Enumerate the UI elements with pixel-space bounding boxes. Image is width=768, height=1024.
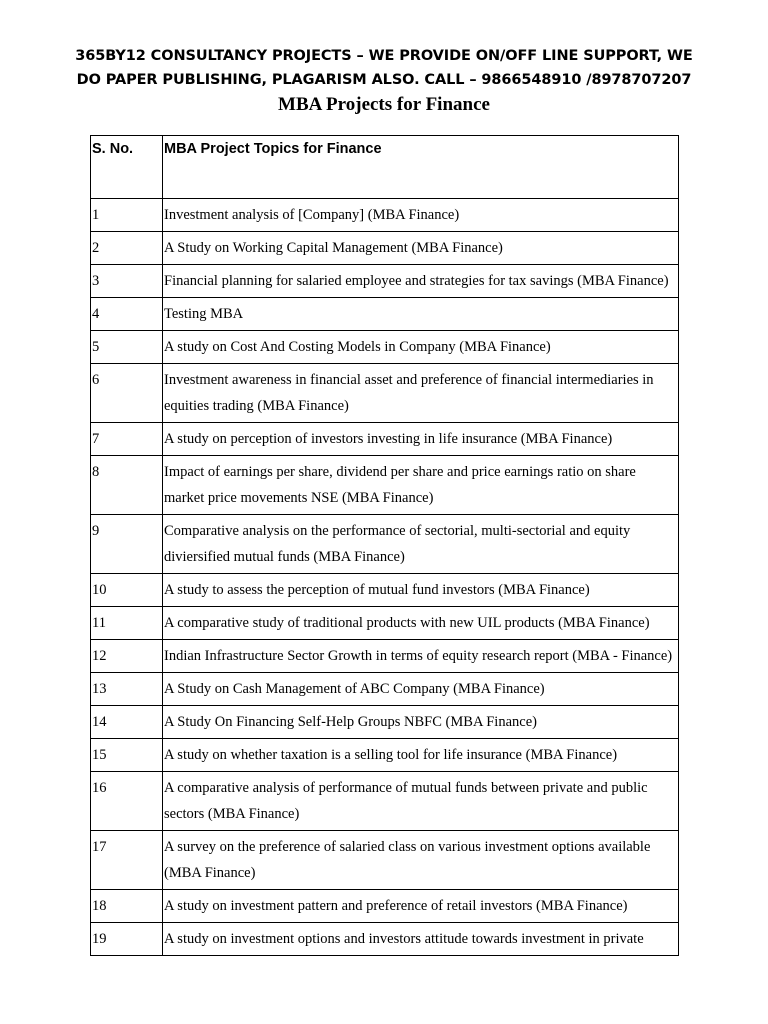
row-topic: A comparative study of traditional products with new UIL products (MBA Finance) [163,607,679,640]
banner-line-2: DO PAPER PUBLISHING, PLAGARISM ALSO. CALL – 9866548910 /8978707207 [76,72,692,88]
table-row [91,298,679,331]
row-topic: Investment analysis of [Company] (MBA Finance) [163,199,679,232]
row-topic: A Study On Financing Self-Help Groups NBFC (MBA Finance) [163,706,679,739]
table-row [91,673,679,706]
row-number: 17 [91,831,163,890]
row-number: 13 [91,673,163,706]
banner-line-1: 365BY12 CONSULTANCY PROJECTS – WE PROVIDE ON/OFF LINE SUPPORT, WE [75,48,693,64]
row-number: 19 [91,923,163,956]
header-sno: S. No. [91,136,163,199]
table-row [91,423,679,456]
table-header-row [91,136,679,199]
table-row [91,456,679,515]
row-number: 9 [91,515,163,574]
row-number: 11 [91,607,163,640]
row-topic: Testing MBA [163,298,679,331]
table-row [91,265,679,298]
row-number: 5 [91,331,163,364]
row-topic: Impact of earnings per share, dividend per share and price earnings ratio on share market price movements NSE (MBA Finance) [163,456,679,515]
row-number: 16 [91,772,163,831]
row-number: 10 [91,574,163,607]
table-row [91,890,679,923]
header-topic: MBA Project Topics for Finance [163,136,679,199]
row-topic: Investment awareness in financial asset and preference of financial intermediaries in equities trading (MBA Finance) [163,364,679,423]
project-topics-table [90,135,679,956]
table-row [91,923,679,956]
row-topic: A study on perception of investors investing in life insurance (MBA Finance) [163,423,679,456]
row-number: 12 [91,640,163,673]
row-topic: Indian Infrastructure Sector Growth in terms of equity research report (MBA - Finance) [163,640,679,673]
row-number: 6 [91,364,163,423]
table-row [91,199,679,232]
table-row [91,331,679,364]
row-topic: A Study on Working Capital Management (MBA Finance) [163,232,679,265]
row-topic: A study on investment options and investors attitude towards investment in private [163,923,679,956]
row-topic: Financial planning for salaried employee and strategies for tax savings (MBA Finance) [163,265,679,298]
consultancy-banner [0,44,768,92]
table-row [91,364,679,423]
row-topic: A study on investment pattern and preference of retail investors (MBA Finance) [163,890,679,923]
table-row [91,706,679,739]
row-number: 15 [91,739,163,772]
row-number: 18 [91,890,163,923]
row-number: 1 [91,199,163,232]
table-row [91,772,679,831]
row-topic: A study on whether taxation is a selling tool for life insurance (MBA Finance) [163,739,679,772]
table-row [91,232,679,265]
row-number: 3 [91,265,163,298]
row-topic: A comparative analysis of performance of mutual funds between private and public sectors (MBA Finance) [163,772,679,831]
table-row [91,640,679,673]
table-row [91,831,679,890]
row-topic: Comparative analysis on the performance of sectorial, multi-sectorial and equity diviersified mutual funds (MBA Finance) [163,515,679,574]
row-number: 4 [91,298,163,331]
row-number: 8 [91,456,163,515]
row-number: 14 [91,706,163,739]
row-number: 2 [91,232,163,265]
table-row [91,739,679,772]
table-row [91,515,679,574]
page-title: MBA Projects for Finance [278,94,490,115]
row-topic: A study on Cost And Costing Models in Company (MBA Finance) [163,331,679,364]
row-topic: A survey on the preference of salaried class on various investment options available (MBA Finance) [163,831,679,890]
row-number: 7 [91,423,163,456]
table-row [91,574,679,607]
row-topic: A study to assess the perception of mutual fund investors (MBA Finance) [163,574,679,607]
table-row [91,607,679,640]
row-topic: A Study on Cash Management of ABC Company (MBA Finance) [163,673,679,706]
